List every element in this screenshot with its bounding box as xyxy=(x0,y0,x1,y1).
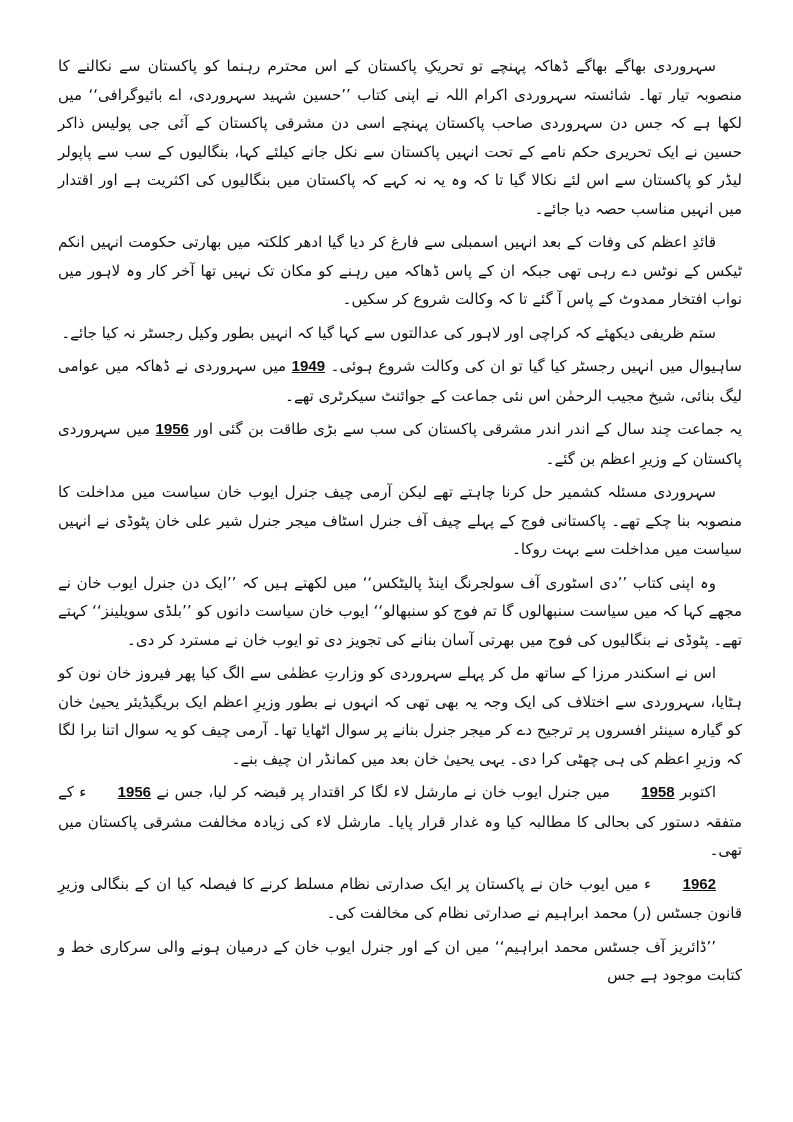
paragraph-text: سہروردی مسئلہ کشمیر حل کرنا چاہتے تھے لیکن آرمی چیف جنرل ایوب خان سیاست میں مداخلت کا منصوبہ بنا چکے تھے۔ پاکستانی فوج کے پہلے چیف آف جنرل اسٹاف میجر جنرل شیر علی خان پٹوڈی نے انہیں سیاست میں مداخلت سے بہت روکا۔ xyxy=(58,483,742,558)
year-underlined: 1956 xyxy=(155,421,189,438)
paragraph-text: وہ اپنی کتاب ’’دی اسٹوری آف سولجرنگ اینڈ پالیٹکس‘‘ میں لکھتے ہیں کہ ’’ایک دن جنرل ایوب خان نے مجھے کہا کہ میں سیاست سنبھالوں گا تم فوج کو سنبھالو‘‘ ایوب خان سیاست دانوں کو ’’بلڈی سویلینز‘‘ کہتے تھے۔ پٹوڈی نے بنگالیوں کی فوج میں بھرتی آسان بنانے کی تجویز دی تو ایوب خان نے مسترد کر دی۔ xyxy=(58,573,742,649)
paragraph-10 xyxy=(58,870,742,928)
paragraph-6 xyxy=(58,478,742,564)
paragraph-11 xyxy=(58,933,742,990)
paragraph-text: ستم ظریفی دیکھئے کہ کراچی اور لاہور کی عدالتوں سے کہا گیا کہ انہیں بطور وکیل رجسٹر نہ کیا جائے۔ xyxy=(61,323,716,342)
paragraph-text: ء کے متفقہ دستور کی بحالی کا مطالبہ کیا وہ غدار قرار پایا۔ مارشل لاء کی زیادہ مخالفت مشرقی پاکستان میں تھی۔ xyxy=(58,783,742,859)
paragraph-4 xyxy=(58,352,742,410)
year-underlined: 1949 xyxy=(291,358,326,375)
paragraph-2 xyxy=(58,228,742,314)
paragraph-text: میں سہروردی نے ڈھاکہ میں عوامی لیگ بنائی، شیخ مجیب الرحمٰن اس نئی جماعت کے جوائنٹ سیکرٹری تھے۔ xyxy=(58,357,742,405)
year-underlined: 1956 xyxy=(117,784,152,801)
paragraph-7 xyxy=(58,569,742,655)
year-underlined: 1962 xyxy=(682,875,716,893)
paragraph-1 xyxy=(58,52,742,223)
paragraph-9 xyxy=(58,778,742,865)
paragraph-text: اس نے اسکندر مرزا کے ساتھ مل کر پہلے سہروردی کو وزارتِ عظمٰی سے الگ کیا پھر فیروز خان نون کو ہٹایا، سہروردی سے اختلاف کی ایک وجہ یہ بھی تھی کہ انہوں نے بطور وزیرِ اعظم ایک بریگیڈیئر یحییٰ خان کو گیارہ سینئر افسروں پر ترجیح دے کر میجر جنرل بنانے پر سوال اٹھایا تھا۔ آرمی چیف کو یہ سوال اتنا برا لگا کہ وزیرِ اعظم کی ہی چھٹی کرا دی۔ یہی یحییٰ خان بعد میں کمانڈر ان چیف بنے۔ xyxy=(58,664,742,768)
paragraph-text: ’’ڈائریز آف جسٹس محمد ابراہیم‘‘ میں ان کے اور جنرل ایوب خان کے درمیان ہونے والی سرکاری خط و کتابت موجود ہے جس xyxy=(58,937,742,984)
paragraph-5 xyxy=(58,415,742,473)
paragraph-text: سہروردی بھاگے بھاگے ڈھاکہ پہنچے تو تحریکِ پاکستان کے اس محترم رہنما کو پاکستان سے نکالنے کا منصوبہ تیار تھا۔ شائستہ سہروردی اکرام اللہ نے اپنی کتاب ’’حسین شہید سہروردی، اے بائیوگرافی‘‘ میں لکھا ہے کہ جس دن سہروردی صاحب پاکستان پہنچے اسی دن مشرقی پاکستان کے آئی جی پولیس ذاکر حسین نے ایک تحریری حکم نامے کے تحت انہیں پاکستان سے نکل جانے کیلئے کہا، بنگالیوں کے سب سے پاپولر لیڈر کو پاکستان سے اس لئے نکالا گیا تا کہ وہ یہ نہ کہے کہ پاکستان میں بنگالیوں کی اکثریت ہے اور اقتدار میں انہیں مناسب حصہ دیا جائے۔ xyxy=(58,57,742,218)
document-page xyxy=(58,52,742,995)
paragraph-text: میں سہروردی پاکستان کے وزیرِ اعظم بن گئے۔ xyxy=(58,420,742,468)
paragraph-text: قائدِ اعظم کی وفات کے بعد انہیں اسمبلی سے فارغ کر دیا گیا ادھر کلکتہ میں بھارتی حکومت انہیں انکم ٹیکس کے نوٹس دے رہی تھی جبکہ ان کے پاس ڈھاکہ میں رہنے کو مکان تک نہیں تھا آخر کار وہ لاہور میں نواب افتخار ممدوٹ کے پاس آ گئے تا کہ وکالت شروع کر سکیں۔ xyxy=(58,233,742,308)
paragraph-8 xyxy=(58,659,742,773)
year-underlined: 1958 xyxy=(641,784,675,801)
paragraph-text: ء میں ایوب خان نے پاکستان پر ایک صدارتی نظام مسلط کرنے کا فیصلہ کیا ان کے بنگالی وزیرِ قانون جسٹس (ر) محمد ابراہیم نے صدارتی نظام کی مخالفت کی۔ xyxy=(58,874,742,922)
paragraph-text: اکتوبر xyxy=(674,783,716,801)
paragraph-text: ساہیوال میں انہیں رجسٹر کیا گیا تو ان کی وکالت شروع ہوئی۔ xyxy=(325,357,742,375)
paragraph-text: یہ جماعت چند سال کے اندر اندر مشرقی پاکستان کی سب سے بڑی طاقت بن گئی اور xyxy=(188,420,743,438)
paragraph-3 xyxy=(58,319,742,348)
paragraph-text: میں جنرل ایوب خان نے مارشل لاء لگا کر اقتدار پر قبضہ کر لیا، جس نے xyxy=(151,783,616,801)
